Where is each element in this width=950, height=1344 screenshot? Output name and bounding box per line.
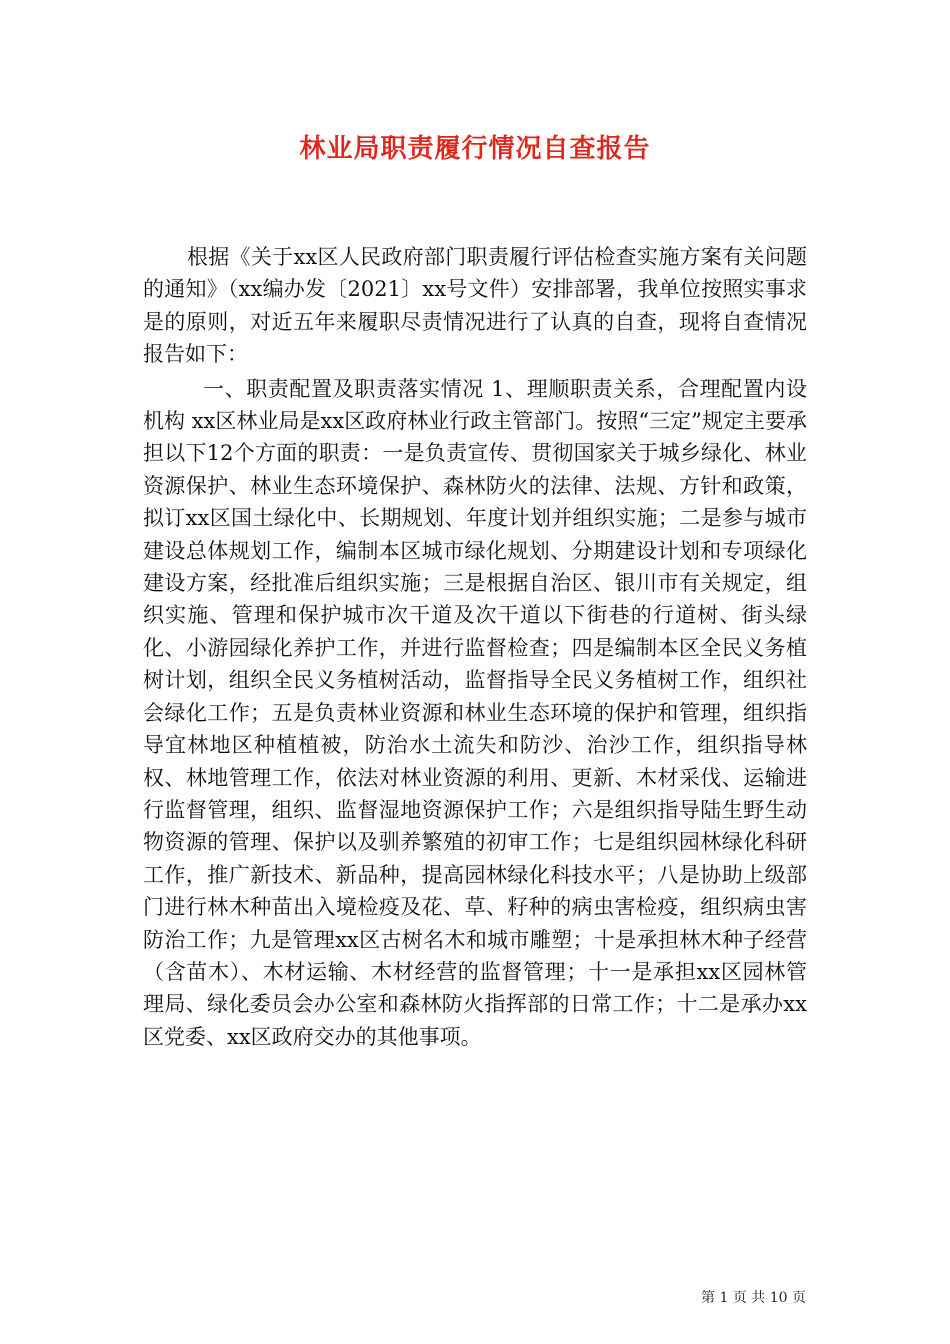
- document-body: [143, 241, 807, 1053]
- page-number-footer: 第 1 页 共 10 页: [701, 1290, 806, 1306]
- paragraph-duties: 一、职责配置及职责落实情况 1、理顺职责关系，合理配置内设机构 xx区林业局是xx区政府林业行政主管部门。按照“三定”规定主要承担以下12个方面的职责：一是负责宣传、贯彻国家关于城乡绿化、林业资源保护、林业生态环境保护、森林防火的法律、法规、方针和政策，拟订xx区国土绿化中、长期规划、年度计划并组织实施；二是参与城市建设总体规划工作，编制本区城市绿化规划、分期建设计划和专项绿化建设方案，经批准后组织实施；三是根据自治区、银川市有关规定，组织实施、管理和保护城市次干道及次干道以下街巷的行道树、街头绿化、小游园绿化养护工作，并进行监督检查；四是编制本区全民义务植树计划，组织全民义务植树活动，监督指导全民义务植树工作，组织社会绿化工作；五是负责林业资源和林业生态环境的保护和管理，组织指导宜林地区种植植被，防治水土流失和防沙、治沙工作，组织指导林权、林地管理工作，依法对林业资源的利用、更新、木材采伐、运输进行监督管理，组织、监督湿地资源保护工作；六是组织指导陆生野生动物资源的管理、保护以及驯养繁殖的初审工作；七是组织园林绿化科研工作，推广新技术、新品种，提高园林绿化科技水平；八是协助上级部门进行林木种苗出入境检疫及花、草、籽种的病虫害检疫，组织病虫害防治工作；九是管理xx区古树名木和城市雕塑；十是承担林木种子经营（含苗木）、木材运输、木材经营的监督管理；十一是承担xx区园林管理局、绿化委员会办公室和森林防火指挥部的日常工作；十二是承办xx区党委、xx区政府交办的其他事项。: [143, 376, 807, 1049]
- page-title: 林业局职责履行情况自查报告: [299, 134, 651, 164]
- paragraph-intro: 根据《关于xx区人民政府部门职责履行评估检查实施方案有关问题的通知》（xx编办发〔2021〕xx号文件）安排部署，我单位按照实事求是的原则，对近五年来履职尽责情况进行了认真的自查，现将自查情况报告如下：: [143, 245, 807, 367]
